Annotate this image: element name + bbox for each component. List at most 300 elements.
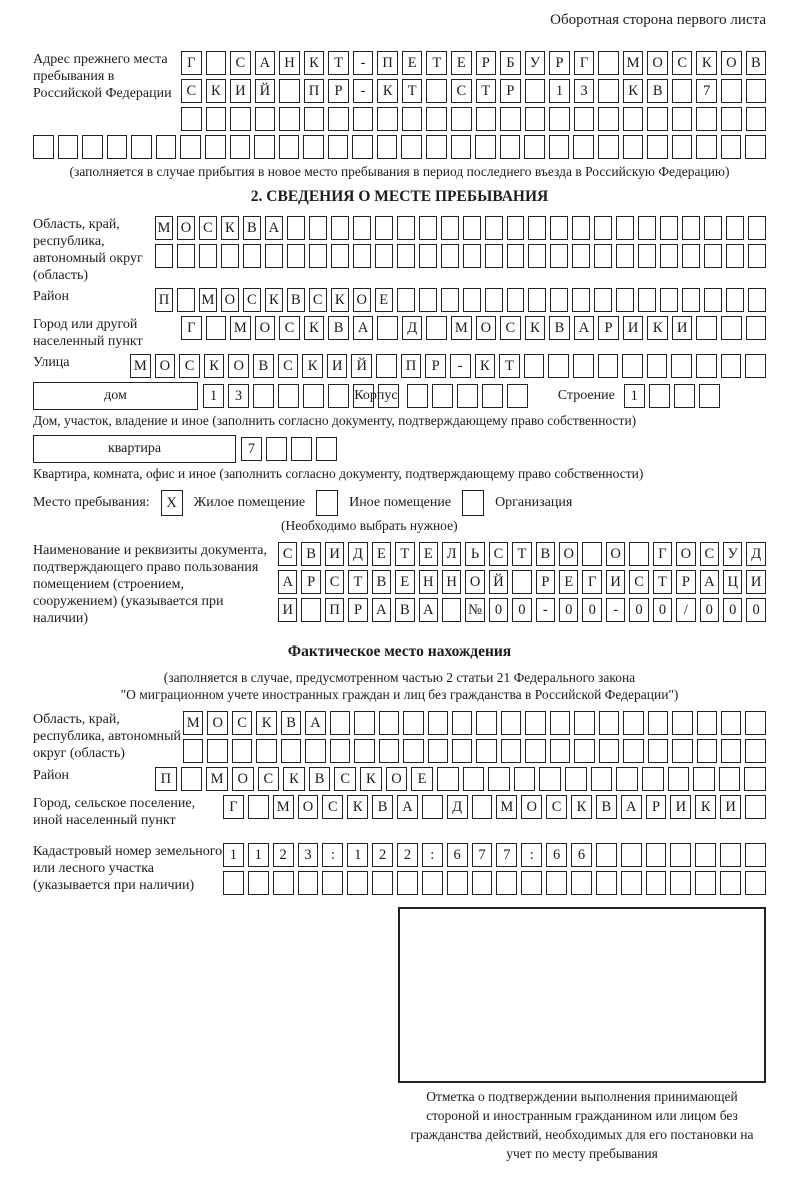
char-cell[interactable] [156,135,177,159]
char-cell[interactable] [525,739,545,763]
char-cell[interactable] [291,437,312,461]
char-cell[interactable]: И [606,570,625,594]
char-cell[interactable] [298,871,319,895]
char-cell[interactable] [550,244,568,268]
char-cell[interactable] [353,107,374,131]
char-cell[interactable]: И [327,354,348,378]
char-cell[interactable]: Т [426,51,447,75]
char-cell[interactable]: Н [442,570,461,594]
char-cell[interactable]: Е [451,51,472,75]
char-cell[interactable]: К [265,288,283,312]
char-cell[interactable] [58,135,79,159]
char-cell[interactable] [745,739,765,763]
char-cell[interactable] [287,244,305,268]
char-cell[interactable]: О [221,288,239,312]
char-cell[interactable] [646,871,667,895]
char-cell[interactable] [521,871,542,895]
char-cell[interactable] [402,107,423,131]
char-cell[interactable]: В [746,51,767,75]
char-cell[interactable] [316,437,337,461]
char-cell[interactable] [642,767,664,791]
char-cell[interactable] [682,288,700,312]
char-cell[interactable]: 2 [397,843,418,867]
char-cell[interactable] [463,216,481,240]
char-cell[interactable]: - [353,79,374,103]
char-cell[interactable]: Е [372,542,391,566]
char-cell[interactable] [243,244,261,268]
char-cell[interactable] [671,354,692,378]
char-cell[interactable] [573,135,594,159]
char-cell[interactable] [485,244,503,268]
char-cell[interactable]: 7 [696,79,717,103]
char-cell[interactable] [629,542,648,566]
char-cell[interactable] [507,288,525,312]
char-cell[interactable]: В [309,767,331,791]
char-cell[interactable]: О [476,316,497,340]
char-cell[interactable]: В [536,542,555,566]
char-cell[interactable]: А [372,598,391,622]
char-cell[interactable] [598,107,619,131]
char-cell[interactable] [372,871,393,895]
char-cell[interactable]: : [322,843,343,867]
char-cell[interactable]: Р [301,570,320,594]
char-cell[interactable] [525,711,545,735]
char-cell[interactable]: О [353,288,371,312]
char-cell[interactable]: П [304,79,325,103]
char-cell[interactable]: 0 [559,598,578,622]
char-cell[interactable] [598,51,619,75]
char-cell[interactable] [131,135,152,159]
char-cell[interactable]: : [521,843,542,867]
char-cell[interactable]: М [206,767,228,791]
char-cell[interactable]: О [521,795,542,819]
char-cell[interactable] [693,767,715,791]
char-cell[interactable] [177,288,195,312]
char-cell[interactable] [638,244,656,268]
char-cell[interactable] [525,107,546,131]
char-cell[interactable] [354,711,374,735]
char-cell[interactable]: : [422,843,443,867]
char-cell[interactable] [155,244,173,268]
char-cell[interactable] [721,107,742,131]
char-cell[interactable]: 0 [700,598,719,622]
char-cell[interactable]: Р [598,316,619,340]
char-cell[interactable] [488,767,510,791]
char-cell[interactable]: Р [676,570,695,594]
char-cell[interactable]: В [253,354,274,378]
char-cell[interactable] [696,316,717,340]
char-cell[interactable]: Ц [723,570,742,594]
char-cell[interactable]: Д [746,542,765,566]
char-cell[interactable] [672,79,693,103]
char-cell[interactable]: О [177,216,195,240]
char-cell[interactable] [403,711,423,735]
char-cell[interactable]: Т [328,51,349,75]
char-cell[interactable] [107,135,128,159]
char-cell[interactable] [512,570,531,594]
char-cell[interactable] [353,216,371,240]
char-cell[interactable] [482,384,503,408]
char-cell[interactable] [181,767,203,791]
char-cell[interactable]: М [199,288,217,312]
char-cell[interactable] [574,711,594,735]
char-cell[interactable]: А [419,598,438,622]
char-cell[interactable] [745,795,766,819]
char-cell[interactable] [572,244,590,268]
char-cell[interactable] [682,216,700,240]
char-cell[interactable] [207,739,227,763]
char-cell[interactable] [452,711,472,735]
char-cell[interactable] [221,244,239,268]
char-cell[interactable]: Г [181,51,202,75]
char-cell[interactable] [463,767,485,791]
char-cell[interactable] [528,244,546,268]
char-cell[interactable]: 1 [248,843,269,867]
char-cell[interactable]: С [258,767,280,791]
char-cell[interactable]: О [647,51,668,75]
char-cell[interactable]: Т [512,542,531,566]
char-cell[interactable] [594,244,612,268]
char-cell[interactable]: И [325,542,344,566]
char-cell[interactable]: О [207,711,227,735]
char-cell[interactable]: М [230,316,251,340]
char-cell[interactable] [432,384,453,408]
char-cell[interactable]: К [695,795,716,819]
char-cell[interactable] [696,354,717,378]
char-cell[interactable] [457,384,478,408]
char-cell[interactable] [514,767,536,791]
char-cell[interactable] [230,107,251,131]
char-cell[interactable] [379,739,399,763]
char-cell[interactable] [507,384,528,408]
char-cell[interactable]: О [298,795,319,819]
char-cell[interactable] [638,288,656,312]
char-cell[interactable]: М [496,795,517,819]
char-cell[interactable] [397,871,418,895]
char-cell[interactable] [648,711,668,735]
char-cell[interactable] [660,244,678,268]
char-cell[interactable] [476,711,496,735]
char-cell[interactable] [82,135,103,159]
char-cell[interactable]: 0 [489,598,508,622]
char-cell[interactable] [463,288,481,312]
char-cell[interactable] [546,871,567,895]
char-cell[interactable]: О [232,767,254,791]
char-cell[interactable] [500,107,521,131]
checkbox-residential[interactable]: X [161,490,183,516]
char-cell[interactable] [33,135,54,159]
char-cell[interactable]: П [401,354,422,378]
char-cell[interactable]: Р [500,79,521,103]
char-cell[interactable]: Р [328,79,349,103]
char-cell[interactable]: Т [348,570,367,594]
char-cell[interactable]: 1 [203,384,224,408]
char-cell[interactable] [674,384,695,408]
char-cell[interactable]: К [360,767,382,791]
char-cell[interactable]: И [278,598,297,622]
char-cell[interactable] [721,739,741,763]
char-cell[interactable] [426,316,447,340]
char-cell[interactable] [475,135,496,159]
char-cell[interactable] [426,135,447,159]
char-cell[interactable] [748,244,766,268]
char-cell[interactable]: О [721,51,742,75]
char-cell[interactable] [279,107,300,131]
char-cell[interactable]: К [377,79,398,103]
char-cell[interactable]: П [377,51,398,75]
char-cell[interactable] [616,244,634,268]
char-cell[interactable]: № [465,598,484,622]
char-cell[interactable]: К [331,288,349,312]
char-cell[interactable]: С [500,316,521,340]
char-cell[interactable] [256,739,276,763]
char-cell[interactable] [647,135,668,159]
char-cell[interactable] [447,871,468,895]
char-cell[interactable]: С [546,795,567,819]
char-cell[interactable]: А [305,711,325,735]
char-cell[interactable]: О [255,316,276,340]
char-cell[interactable] [401,135,422,159]
char-cell[interactable]: С [334,767,356,791]
char-cell[interactable]: В [281,711,301,735]
char-cell[interactable]: Д [348,542,367,566]
char-cell[interactable] [205,135,226,159]
char-cell[interactable] [525,79,546,103]
char-cell[interactable]: К [647,316,668,340]
char-cell[interactable] [596,843,617,867]
char-cell[interactable] [206,51,227,75]
char-cell[interactable]: Т [476,79,497,103]
char-cell[interactable] [426,79,447,103]
char-cell[interactable] [248,795,269,819]
char-cell[interactable]: К [221,216,239,240]
char-cell[interactable] [422,795,443,819]
char-cell[interactable]: Д [447,795,468,819]
char-cell[interactable]: В [372,570,391,594]
char-cell[interactable] [745,871,766,895]
char-cell[interactable] [720,843,741,867]
char-cell[interactable]: Е [375,288,393,312]
char-cell[interactable]: С [489,542,508,566]
char-cell[interactable] [352,135,373,159]
char-cell[interactable]: Д [402,316,423,340]
char-cell[interactable]: 1 [223,843,244,867]
char-cell[interactable] [428,739,448,763]
char-cell[interactable] [616,767,638,791]
char-cell[interactable]: - [606,598,625,622]
char-cell[interactable]: К [571,795,592,819]
char-cell[interactable]: Е [559,570,578,594]
char-cell[interactable] [623,711,643,735]
char-cell[interactable]: Р [476,51,497,75]
char-cell[interactable]: С [232,711,252,735]
char-cell[interactable] [278,384,299,408]
char-cell[interactable]: П [155,767,177,791]
char-cell[interactable]: 7 [472,843,493,867]
char-cell[interactable] [565,767,587,791]
char-cell[interactable]: И [230,79,251,103]
char-cell[interactable]: Л [442,542,461,566]
char-cell[interactable] [623,135,644,159]
char-cell[interactable] [721,354,742,378]
char-cell[interactable] [485,216,503,240]
char-cell[interactable]: А [700,570,719,594]
char-cell[interactable]: К [696,51,717,75]
char-cell[interactable] [704,288,722,312]
checkbox-organization[interactable] [462,490,484,516]
char-cell[interactable]: К [304,316,325,340]
char-cell[interactable] [726,244,744,268]
char-cell[interactable]: 3 [298,843,319,867]
char-cell[interactable] [441,244,459,268]
char-cell[interactable] [573,354,594,378]
char-cell[interactable] [550,288,568,312]
char-cell[interactable]: О [386,767,408,791]
char-cell[interactable]: С [309,288,327,312]
char-cell[interactable]: 6 [546,843,567,867]
char-cell[interactable]: Е [411,767,433,791]
char-cell[interactable] [347,871,368,895]
checkbox-other-premises[interactable] [316,490,338,516]
char-cell[interactable]: 1 [549,79,570,103]
char-cell[interactable]: Г [582,570,601,594]
char-cell[interactable]: У [723,542,742,566]
char-cell[interactable] [309,216,327,240]
char-cell[interactable]: Б [500,51,521,75]
char-cell[interactable]: О [559,542,578,566]
char-cell[interactable] [281,739,301,763]
char-cell[interactable] [599,739,619,763]
char-cell[interactable]: К [525,316,546,340]
char-cell[interactable]: С [700,542,719,566]
char-cell[interactable] [622,354,643,378]
char-cell[interactable] [591,767,613,791]
char-cell[interactable] [330,711,350,735]
char-cell[interactable] [699,384,720,408]
char-cell[interactable]: О [228,354,249,378]
char-cell[interactable]: С [672,51,693,75]
char-cell[interactable] [744,767,766,791]
char-cell[interactable]: А [621,795,642,819]
char-cell[interactable] [660,288,678,312]
char-cell[interactable] [180,135,201,159]
char-cell[interactable]: Г [653,542,672,566]
char-cell[interactable] [549,107,570,131]
char-cell[interactable] [206,316,227,340]
char-cell[interactable]: М [130,354,151,378]
char-cell[interactable]: Г [223,795,244,819]
char-cell[interactable] [745,711,765,735]
char-cell[interactable]: К [204,354,225,378]
char-cell[interactable]: В [287,288,305,312]
char-cell[interactable] [528,216,546,240]
char-cell[interactable]: 2 [273,843,294,867]
char-cell[interactable]: С [230,51,251,75]
char-cell[interactable]: И [720,795,741,819]
char-cell[interactable] [279,79,300,103]
char-cell[interactable] [266,437,287,461]
char-cell[interactable] [621,871,642,895]
char-cell[interactable] [441,216,459,240]
char-cell[interactable]: - [450,354,471,378]
char-cell[interactable] [419,288,437,312]
char-cell[interactable] [183,739,203,763]
char-cell[interactable] [375,244,393,268]
char-cell[interactable] [720,871,741,895]
char-cell[interactable]: А [278,570,297,594]
char-cell[interactable] [721,79,742,103]
char-cell[interactable] [599,711,619,735]
char-cell[interactable]: С [279,316,300,340]
char-cell[interactable] [594,216,612,240]
char-cell[interactable]: К [206,79,227,103]
char-cell[interactable]: Н [279,51,300,75]
char-cell[interactable] [301,598,320,622]
char-cell[interactable]: А [397,795,418,819]
char-cell[interactable] [476,739,496,763]
char-cell[interactable]: О [676,542,695,566]
char-cell[interactable]: К [347,795,368,819]
char-cell[interactable]: 6 [571,843,592,867]
char-cell[interactable]: М [451,316,472,340]
char-cell[interactable] [232,739,252,763]
char-cell[interactable] [550,711,570,735]
char-cell[interactable]: С [243,288,261,312]
char-cell[interactable] [328,107,349,131]
char-cell[interactable] [377,316,398,340]
char-cell[interactable] [496,871,517,895]
char-cell[interactable] [177,244,195,268]
char-cell[interactable] [746,79,767,103]
char-cell[interactable] [549,135,570,159]
char-cell[interactable]: Е [419,542,438,566]
char-cell[interactable]: 7 [241,437,262,461]
char-cell[interactable] [638,216,656,240]
char-cell[interactable]: М [273,795,294,819]
char-cell[interactable]: Й [489,570,508,594]
char-cell[interactable] [305,739,325,763]
char-cell[interactable] [463,244,481,268]
char-cell[interactable] [572,288,590,312]
char-cell[interactable] [697,711,717,735]
char-cell[interactable] [303,384,324,408]
char-cell[interactable]: С [322,795,343,819]
char-cell[interactable] [428,711,448,735]
char-cell[interactable] [582,542,601,566]
char-cell[interactable] [377,135,398,159]
char-cell[interactable]: 0 [512,598,531,622]
char-cell[interactable] [328,384,349,408]
char-cell[interactable] [648,739,668,763]
char-cell[interactable] [748,288,766,312]
char-cell[interactable]: 3 [228,384,249,408]
char-cell[interactable]: Р [348,598,367,622]
char-cell[interactable] [507,216,525,240]
char-cell[interactable] [322,871,343,895]
char-cell[interactable] [507,244,525,268]
char-cell[interactable] [397,216,415,240]
char-cell[interactable] [451,107,472,131]
char-cell[interactable] [616,288,634,312]
char-cell[interactable] [596,871,617,895]
char-cell[interactable] [745,135,766,159]
char-cell[interactable] [181,107,202,131]
char-cell[interactable] [254,135,275,159]
char-cell[interactable] [403,739,423,763]
char-cell[interactable] [539,767,561,791]
char-cell[interactable]: Г [181,316,202,340]
char-cell[interactable]: Р [646,795,667,819]
